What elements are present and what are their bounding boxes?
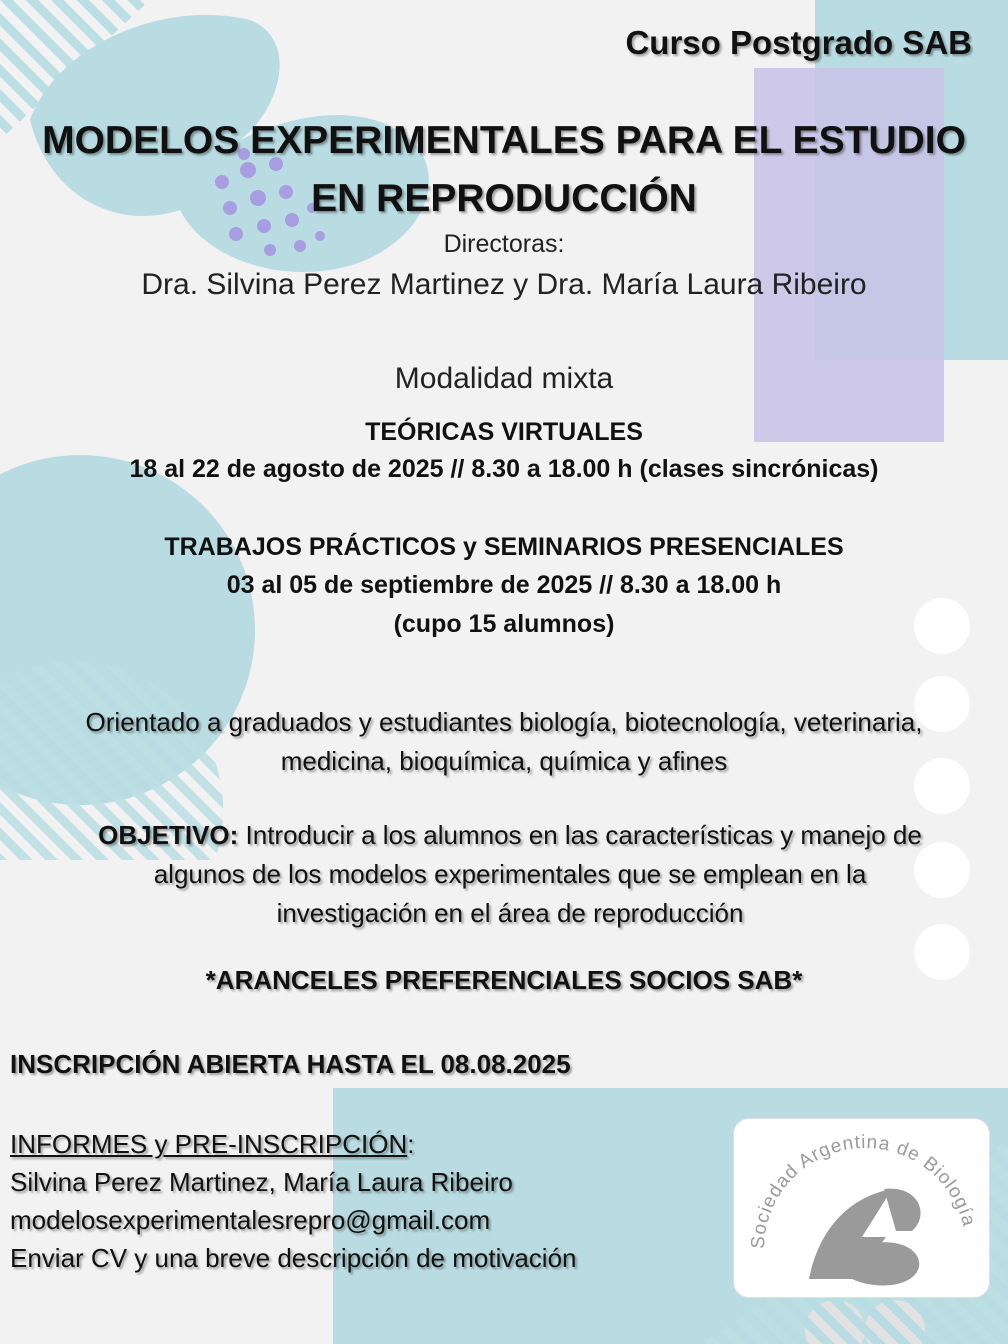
practical-dates: 03 al 05 de septiembre de 2025 // 8.30 a 18.00 h xyxy=(226,571,782,599)
objective-line-1: Introducir a los alumnos en las características y manejo de xyxy=(245,820,922,850)
registration-deadline: INSCRIPCIÓN ABIERTA HASTA EL 08.08.2025 xyxy=(10,1049,571,1079)
objective-line-3: investigación en el área de reproducción xyxy=(276,898,744,928)
modality: Modalidad mixta xyxy=(394,362,614,395)
course-label: Curso Postgrado SAB xyxy=(625,24,972,61)
info-heading: INFORMES y PRE-INSCRIPCIÓN xyxy=(10,1129,408,1159)
target-audience-line-1: Orientado a graduados y estudiantes biología, biotecnología, veterinaria, xyxy=(85,707,923,737)
directors-names: Dra. Silvina Perez Martinez y Dra. María Laura Ribeiro xyxy=(141,268,867,301)
target-audience-line-2: medicina, bioquímica, química y afines xyxy=(280,746,728,776)
info-block xyxy=(10,1125,577,1277)
objective-label: OBJETIVO: xyxy=(98,820,239,850)
directors-label: Directoras: xyxy=(443,230,565,258)
practical-heading: TRABAJOS PRÁCTICOS y SEMINARIOS PRESENCIALES xyxy=(164,533,844,561)
title-line-1: MODELOS EXPERIMENTALES PARA EL ESTUDIO xyxy=(42,119,966,162)
sab-logo-mark xyxy=(809,1189,921,1286)
objective xyxy=(40,816,980,933)
sab-logo-text: Sociedad Argentina de Biología xyxy=(747,1131,980,1250)
target-audience xyxy=(0,703,1008,781)
title-line-2: EN REPRODUCCIÓN xyxy=(311,177,697,220)
practical-quota: (cupo 15 alumnos) xyxy=(393,610,615,638)
fees-notice: *ARANCELES PREFERENCIALES SOCIOS SAB* xyxy=(205,965,803,995)
page-title xyxy=(0,112,1008,228)
sab-logo xyxy=(733,1118,990,1298)
theory-heading: TEÓRICAS VIRTUALES xyxy=(365,418,643,446)
info-contacts: Silvina Perez Martinez, María Laura Ribeiro xyxy=(10,1167,513,1197)
objective-line-2: algunos de los modelos experimentales que se emplean en la xyxy=(153,859,867,889)
info-email[interactable]: modelosexperimentalesrepro@gmail.com xyxy=(10,1205,491,1235)
sab-logo-icon xyxy=(734,1119,989,1297)
info-note: Enviar CV y una breve descripción de motivación xyxy=(10,1243,577,1273)
info-heading-colon: : xyxy=(407,1129,415,1159)
theory-dates: 18 al 22 de agosto de 2025 // 8.30 a 18.00 h (clases sincrónicas) xyxy=(129,455,879,483)
